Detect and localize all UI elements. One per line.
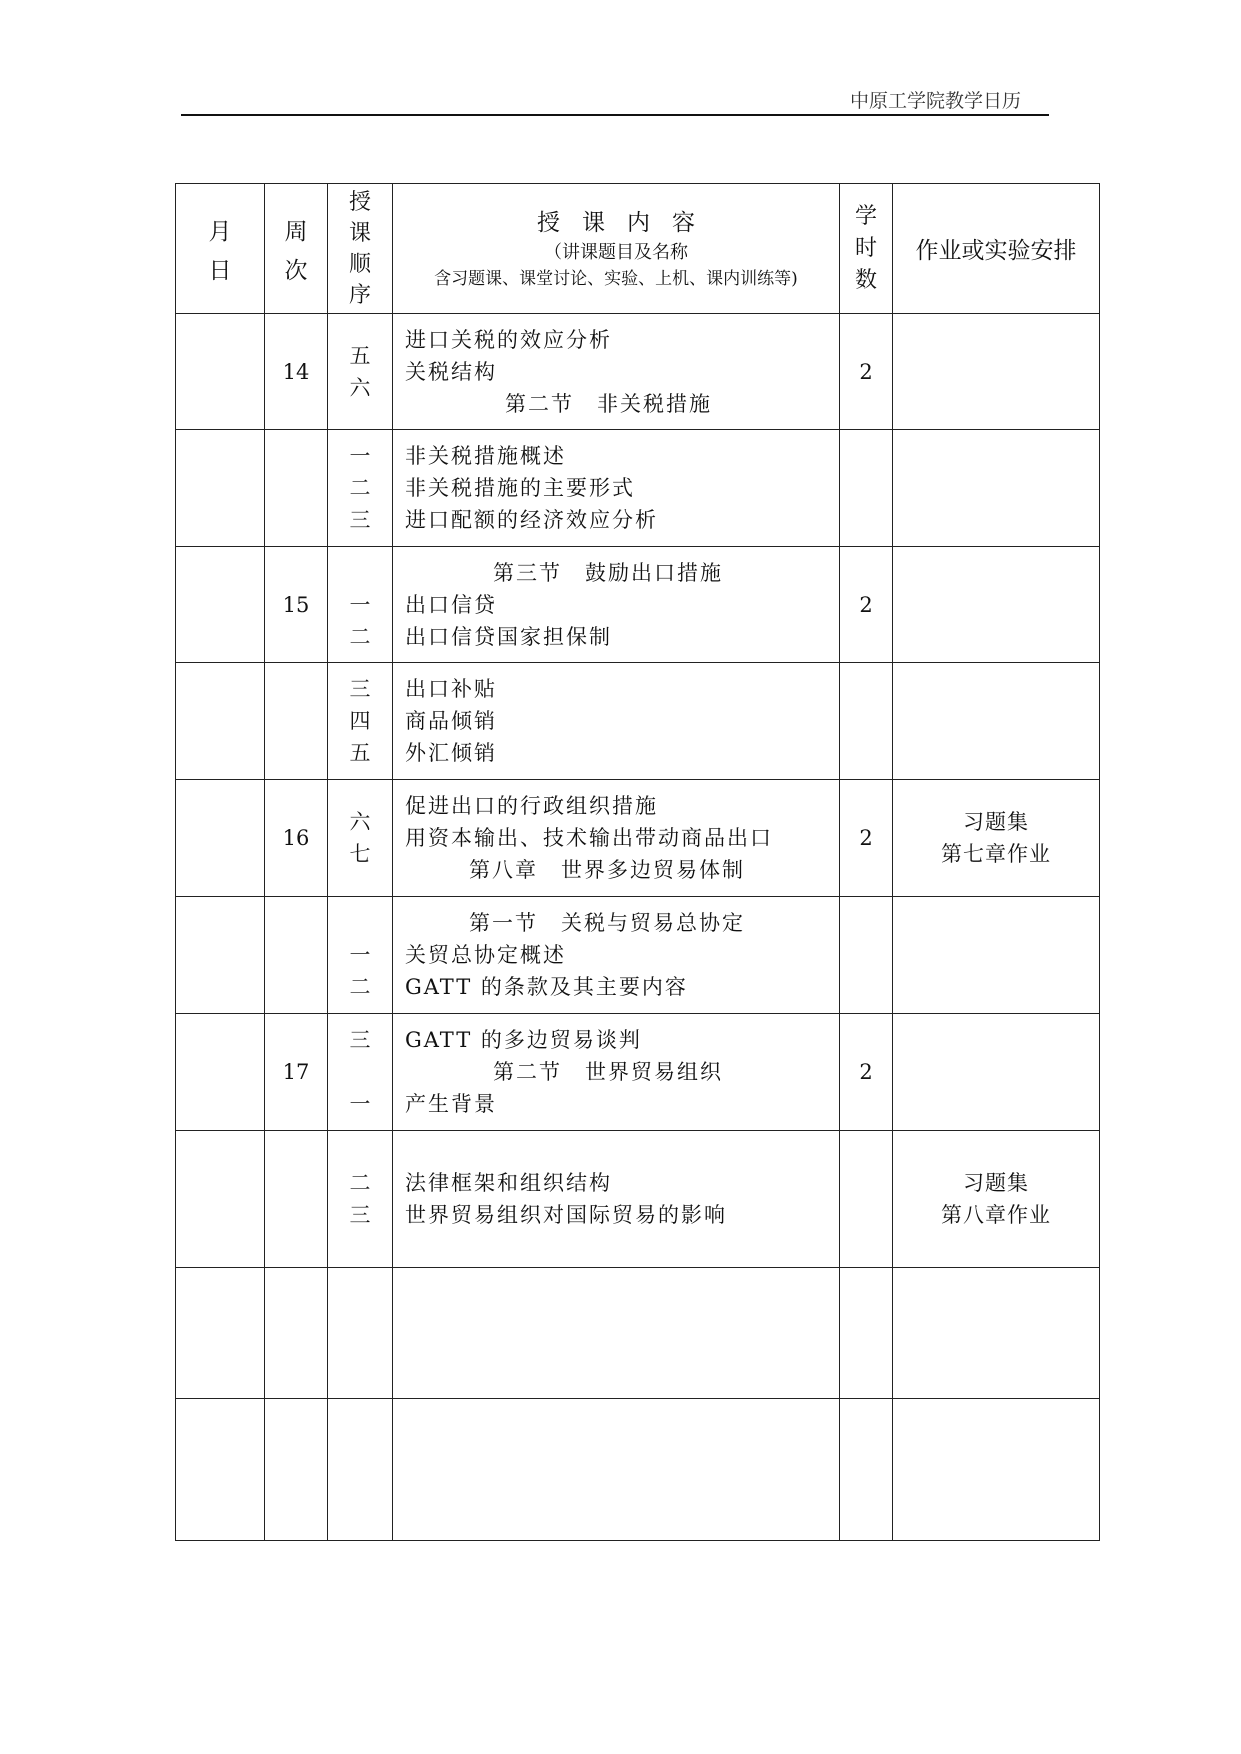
- header-content-title: 授课内容: [537, 209, 717, 236]
- week-cell: 14: [265, 314, 328, 430]
- order-item: 一: [349, 943, 371, 967]
- order-item: 三: [349, 677, 371, 701]
- remark-cell: [893, 780, 1100, 897]
- remark-cell: [893, 1014, 1100, 1131]
- remark-cell: [893, 1399, 1100, 1541]
- table-row: [176, 1014, 1100, 1131]
- header-content-sub2: 含习题课、课堂讨论、实验、上机、课内训练等): [434, 268, 798, 289]
- remark-cell: [893, 663, 1100, 780]
- date-cell: [176, 430, 265, 547]
- week-cell: [265, 897, 328, 1014]
- order-item: 四: [349, 709, 371, 733]
- content-line: 法律框架和组织结构: [405, 1171, 612, 1195]
- order-cell: [328, 897, 393, 1014]
- table-row: [176, 314, 1100, 430]
- date-cell: [176, 1399, 265, 1541]
- header-hours: [840, 184, 893, 314]
- order-cell: [328, 780, 393, 897]
- content-line: 产生背景: [405, 1092, 497, 1116]
- order-cell: [328, 314, 393, 430]
- order-item: 三: [349, 1203, 371, 1227]
- hours-cell: [840, 1131, 893, 1268]
- hours-cell: [840, 1399, 893, 1541]
- content-line: GATT 的多边贸易谈判: [405, 1028, 642, 1052]
- teaching-calendar-table: [175, 183, 1100, 1541]
- content-line: 促进出口的行政组织措施: [405, 794, 658, 818]
- content-cell: [393, 897, 840, 1014]
- table-row: [176, 663, 1100, 780]
- order-item: 二: [349, 476, 371, 500]
- header-content-sub1: （讲课题目及名称: [544, 241, 688, 263]
- content-line: 出口信贷: [405, 592, 497, 617]
- content-cell: [393, 780, 840, 897]
- content-cell: [393, 663, 840, 780]
- order-cell: [328, 547, 393, 663]
- header-order-char-1: 授: [348, 189, 371, 215]
- hours-cell: [840, 430, 893, 547]
- content-cell: [393, 430, 840, 547]
- header-hours-char-1: 学: [854, 203, 877, 229]
- hours-cell: 2: [840, 780, 893, 897]
- week-cell: 17: [265, 1014, 328, 1131]
- order-item: 二: [349, 975, 371, 999]
- week-cell: [265, 1268, 328, 1399]
- remark-cell: [893, 314, 1100, 430]
- content-line: 第三节 鼓励出口措施: [493, 560, 723, 585]
- content-line: 外汇倾销: [405, 741, 497, 765]
- header-order-char-2: 课: [348, 220, 371, 246]
- remark-line: 习题集: [963, 810, 1029, 834]
- page-header-title: 中原工学院教学日历: [850, 90, 1022, 112]
- order-item: 一: [349, 1092, 371, 1116]
- content-line: 进口关税的效应分析: [405, 327, 612, 352]
- content-line: 世界贸易组织对国际贸易的影响: [405, 1203, 727, 1227]
- week-cell: 15: [265, 547, 328, 663]
- content-cell: [393, 1268, 840, 1399]
- order-item: [350, 557, 371, 589]
- date-cell: [176, 663, 265, 780]
- header-day-label: 日: [208, 257, 232, 284]
- order-item: 五: [349, 343, 371, 368]
- header-month-day: [176, 184, 265, 314]
- header-row: [176, 184, 1100, 314]
- order-item: 五: [349, 741, 371, 765]
- order-item: 六: [349, 375, 371, 400]
- date-cell: [176, 547, 265, 663]
- remark-line: 第七章作业: [941, 842, 1051, 866]
- date-cell: [176, 1014, 265, 1131]
- order-cell: [328, 1268, 393, 1399]
- content-cell: [393, 1399, 840, 1541]
- header-order-char-4: 序: [348, 282, 371, 308]
- content-line: 第二节 非关税措施: [505, 391, 712, 416]
- header-rule: [181, 114, 1049, 116]
- header-week-label-1: 周: [284, 218, 308, 245]
- header-remark: 作业或实验安排: [893, 184, 1100, 314]
- week-cell: [265, 1131, 328, 1268]
- week-cell: [265, 663, 328, 780]
- content-cell: [393, 314, 840, 430]
- header-hours-char-2: 时: [854, 235, 877, 261]
- content-cell: [393, 547, 840, 663]
- order-cell: [328, 1399, 393, 1541]
- content-line: 第二节 世界贸易组织: [493, 1060, 723, 1084]
- remark-line: 第八章作业: [941, 1203, 1051, 1227]
- table-row: [176, 547, 1100, 663]
- order-item: 二: [349, 1171, 371, 1195]
- date-cell: [176, 897, 265, 1014]
- hours-cell: 2: [840, 314, 893, 430]
- table-row: [176, 1131, 1100, 1268]
- content-line: 商品倾销: [405, 709, 497, 733]
- content-line: 第八章 世界多边贸易体制: [469, 858, 745, 882]
- content-line: 非关税措施的主要形式: [405, 476, 635, 500]
- content-line: 关税结构: [405, 359, 497, 384]
- hours-cell: [840, 897, 893, 1014]
- remark-cell: [893, 1268, 1100, 1399]
- remark-cell: [893, 430, 1100, 547]
- order-item: 六: [349, 810, 371, 834]
- hours-cell: 2: [840, 1014, 893, 1131]
- content-line: 关贸总协定概述: [405, 943, 566, 967]
- header-order: [328, 184, 393, 314]
- hours-cell: [840, 663, 893, 780]
- header-hours-char-3: 数: [854, 267, 877, 293]
- table-row: [176, 1268, 1100, 1399]
- remark-line: 习题集: [963, 1171, 1029, 1195]
- hours-cell: [840, 1268, 893, 1399]
- week-cell: 16: [265, 780, 328, 897]
- header-week: [265, 184, 328, 314]
- content-line: 出口补贴: [405, 677, 497, 701]
- content-line: 进口配额的经济效应分析: [405, 508, 658, 532]
- remark-cell: [893, 897, 1100, 1014]
- date-cell: [176, 1131, 265, 1268]
- content-line: 用资本输出、技术输出带动商品出口: [405, 826, 773, 850]
- date-cell: [176, 1268, 265, 1399]
- table-row: [176, 897, 1100, 1014]
- table-row: [176, 1399, 1100, 1541]
- order-cell: [328, 430, 393, 547]
- header-week-label-2: 次: [284, 257, 308, 284]
- content-line: 第一节 关税与贸易总协定: [469, 911, 745, 935]
- order-item: 二: [349, 624, 371, 649]
- date-cell: [176, 314, 265, 430]
- order-item: 三: [349, 1028, 371, 1052]
- order-cell: [328, 1014, 393, 1131]
- table-row: [176, 430, 1100, 547]
- hours-cell: 2: [840, 547, 893, 663]
- order-cell: [328, 663, 393, 780]
- header-order-char-3: 顺: [348, 251, 371, 277]
- header-month-label: 月: [208, 218, 232, 245]
- content-line: 出口信贷国家担保制: [405, 624, 612, 649]
- order-item: [350, 1056, 371, 1088]
- order-item: 七: [349, 842, 371, 866]
- table-row: [176, 780, 1100, 897]
- content-line: GATT 的条款及其主要内容: [405, 975, 688, 999]
- order-cell: [328, 1131, 393, 1268]
- order-item: 一: [349, 592, 371, 617]
- week-cell: [265, 430, 328, 547]
- date-cell: [176, 780, 265, 897]
- header-content: [393, 184, 840, 314]
- remark-cell: [893, 547, 1100, 663]
- remark-cell: [893, 1131, 1100, 1268]
- order-item: 三: [349, 508, 371, 532]
- order-item: 一: [349, 444, 371, 468]
- order-item: [350, 907, 371, 939]
- content-line: 非关税措施概述: [405, 444, 566, 468]
- content-cell: [393, 1014, 840, 1131]
- content-cell: [393, 1131, 840, 1268]
- week-cell: [265, 1399, 328, 1541]
